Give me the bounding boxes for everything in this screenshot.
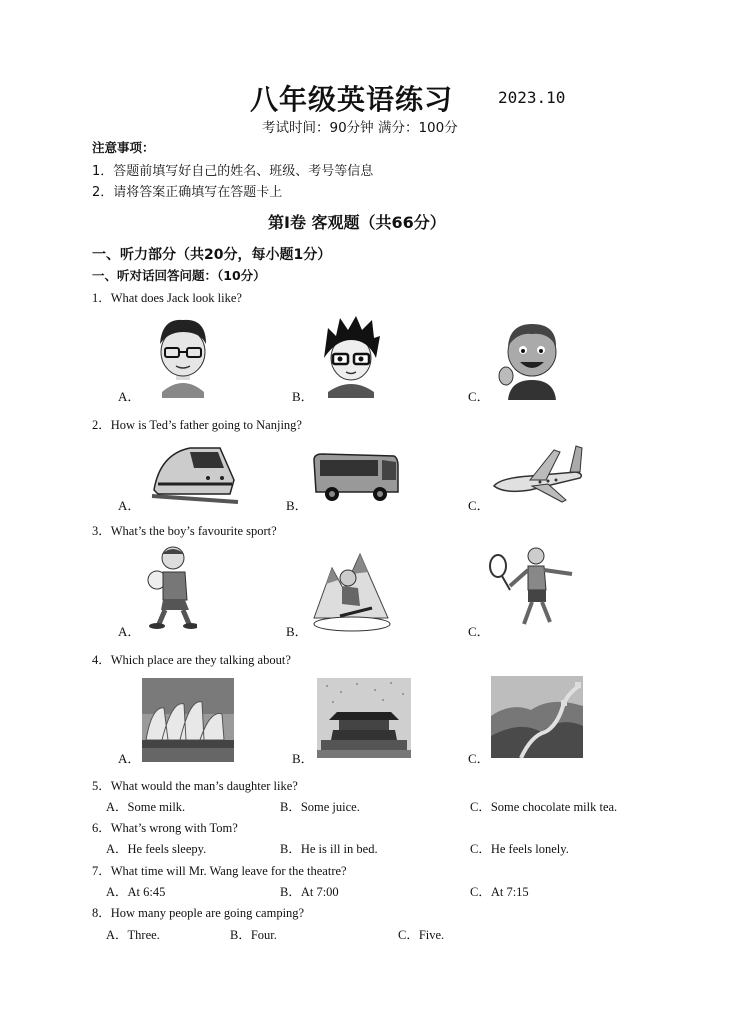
option-a: A．Some milk.: [106, 800, 186, 814]
option-c-label: C．: [468, 389, 490, 404]
option-b-label: B．: [286, 498, 308, 513]
note-item: 2．请将答案正确填写在答题卡上: [92, 185, 283, 200]
question-1: 1．What does Jack look like?: [92, 291, 242, 305]
option-c: C．Five.: [398, 928, 445, 942]
exam-date: 2023.10: [498, 88, 566, 107]
option-a-label: A．: [118, 751, 141, 766]
boy-waving-icon: [496, 318, 566, 400]
section-title: 一、听力部分（共20分，每小题1分）: [92, 247, 332, 263]
question-4: 4．Which place are they talking about?: [92, 653, 291, 667]
question-7: 7．What time will Mr. Wang leave for the theatre?: [92, 864, 347, 878]
boy-spiky-hair-glasses-icon: [318, 314, 384, 398]
airplane-icon: [490, 440, 586, 506]
volleyball-icon: [145, 544, 197, 630]
option-b: B．Some juice.: [280, 800, 360, 814]
bus-icon: [310, 450, 400, 504]
sydney-opera-house-photo: [142, 678, 234, 762]
option-c: C．At 7:15: [470, 885, 529, 899]
question-3: 3．What’s the boy’s favourite sport?: [92, 524, 277, 538]
option-c: C．He feels lonely.: [470, 842, 569, 856]
option-c: C．Some chocolate milk tea.: [470, 800, 618, 814]
part-title: 第Ⅰ卷 客观题（共66分）: [268, 213, 446, 232]
option-c-label: C．: [468, 751, 490, 766]
tennis-icon: [488, 544, 578, 630]
great-wall-photo: [491, 676, 583, 758]
question-5: 5．What would the man’s daughter like?: [92, 779, 298, 793]
page-title: 八年级英语练习: [250, 83, 454, 116]
option-b: B．He is ill in bed.: [280, 842, 378, 856]
train-icon: [150, 440, 240, 506]
option-a: A．At 6:45: [106, 885, 166, 899]
option-b: B．Four.: [230, 928, 277, 942]
question-6: 6．What’s wrong with Tom?: [92, 821, 238, 835]
option-b: B．At 7:00: [280, 885, 339, 899]
option-a: A．He feels sleepy.: [106, 842, 207, 856]
option-a-label: A．: [118, 498, 141, 513]
option-b-label: B．: [286, 624, 308, 639]
exam-info: 考试时间：90分钟 满分：100分: [262, 120, 458, 136]
note-item: 1．答题前填写好自己的姓名、班级、考号等信息: [92, 164, 374, 179]
question-2: 2．How is Ted’s father going to Nanjing?: [92, 418, 302, 432]
option-b-label: B．: [292, 389, 314, 404]
tiananmen-photo: [317, 678, 411, 758]
option-c-label: C．: [468, 624, 490, 639]
boy-with-glasses-icon: [150, 314, 216, 398]
option-b-label: B．: [292, 751, 314, 766]
option-c-label: C．: [468, 498, 490, 513]
notes-heading: 注意事项：: [92, 140, 155, 155]
option-a: A．Three.: [106, 928, 160, 942]
question-8: 8．How many people are going camping?: [92, 906, 305, 920]
subsection-title: 一、听对话回答问题：（10分）: [92, 268, 266, 283]
skiing-icon: [312, 548, 392, 632]
option-a-label: A．: [118, 389, 141, 404]
option-a-label: A．: [118, 624, 141, 639]
